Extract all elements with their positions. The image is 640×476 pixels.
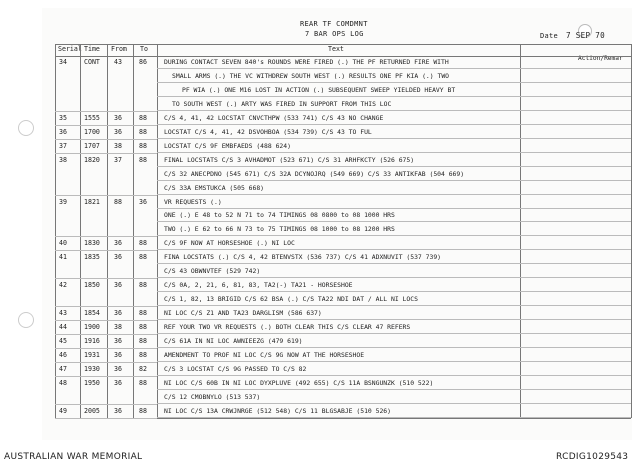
row-separator [55,236,157,237]
from-cell: 36 [114,239,122,248]
to-cell: 88 [139,141,147,150]
serial-cell: 37 [59,141,67,150]
ruled-line [157,221,631,222]
time-cell: 1821 [84,197,100,206]
col-serial: Serial [58,45,82,53]
log-text-line: C/S 3 LOCSTAT C/S 9G PASSED TO C/S 82 [164,364,307,373]
row-separator [55,320,157,321]
from-cell: 36 [114,378,122,387]
log-text-line: AMENDMENT TO PROF NI LOC C/S 9G NOW AT THE HORSESHOE [164,350,365,359]
ruled-line [157,166,631,167]
serial-cell: 47 [59,364,67,373]
to-cell: 88 [139,309,147,318]
serial-cell: 39 [59,197,67,206]
unit-title: REAR TF COMDMNT [300,20,368,28]
row-separator [55,139,157,140]
ruled-line [157,263,631,264]
grid-line [55,44,631,45]
row-separator [55,376,157,377]
time-cell: 1916 [84,337,100,345]
serial-cell: 34 [59,58,67,66]
ruled-line [157,305,631,306]
punch-hole [18,120,34,136]
from-cell: 36 [114,253,122,262]
from-cell: 43 [114,58,122,66]
time-cell: 1700 [84,127,100,136]
serial-cell: 38 [59,155,67,164]
to-cell: 88 [139,337,147,345]
log-text-line: SMALL ARMS (.) THE VC WITHDREW SOUTH WEST (.) RESULTS ONE PF KIA (.) TWO [172,71,450,80]
grid-line [55,56,631,57]
from-cell: 36 [114,113,122,122]
log-text-line: LOCSTAT C/S 4, 41, 42 DSVOHBOA (534 739) C/S 43 TO FUL [164,127,372,136]
row-separator [55,418,157,419]
to-cell: 82 [139,364,147,373]
time-cell: 1850 [84,281,100,290]
row-separator [55,404,157,405]
serial-cell: 36 [59,127,67,136]
from-cell: 36 [114,350,122,359]
to-cell: 88 [139,323,147,332]
document-id: RCDIG1029543 [556,452,629,462]
time-cell: CONT [84,58,100,66]
col-from: From [111,45,127,53]
serial-cell: 49 [59,406,67,415]
serial-cell: 40 [59,239,67,248]
time-cell: 1707 [84,141,100,150]
log-text-line: C/S 33A EMSTUKCA (505 668) [164,183,265,192]
to-cell: 88 [139,350,147,359]
row-separator [55,125,157,126]
ruled-line [157,333,631,334]
ruled-line [157,235,631,236]
log-text-line: DURING CONTACT SEVEN 840's ROUNDS WERE FIRED (.) THE PF RETURNED FIRE WITH [164,58,449,66]
log-text-line: C/S 61A IN NI LOC AWNIEEZG (479 619) [164,337,303,345]
to-cell: 88 [139,281,147,290]
serial-cell: 48 [59,378,67,387]
row-separator [55,195,157,196]
ruled-line [157,208,631,209]
time-cell: 1854 [84,309,100,318]
serial-cell: 41 [59,253,67,262]
ruled-line [157,375,631,376]
row-separator [55,250,157,251]
log-text-line: ONE (.) E 48 to 52 N 71 to 74 TIMINGS 08 0800 to 08 1000 HRS [164,211,395,220]
serial-cell: 45 [59,337,67,345]
ruled-line [157,347,631,348]
log-text-line: NI LOC C/S 60B IN NI LOC DYXPLUVE (492 655) C/S 11A BSNGUNZK (510 522) [164,378,434,387]
ruled-line [157,249,631,250]
time-cell: 1931 [84,350,100,359]
from-cell: 36 [114,337,122,345]
log-text-line: REF YOUR TWO VR REQUESTS (.) BOTH CLEAR THIS C/S CLEAR 47 REFERS [164,323,411,332]
log-text-line: C/S 9F NOW AT HORSESHOE (.) NI LOC [164,239,295,248]
col-text: Text [328,45,344,53]
to-cell: 88 [139,113,147,122]
col-time: Time [84,45,100,53]
from-cell: 38 [114,323,122,332]
ruled-line [157,180,631,181]
from-cell: 36 [114,281,122,290]
time-cell: 1830 [84,239,100,248]
to-cell: 88 [139,127,147,136]
log-text-line: C/S 32 ANECPDNO (545 671) C/S 32A DCYNOJRQ (549 669) C/S 33 ANTIKFAB (504 669) [164,169,465,178]
serial-cell: 35 [59,113,67,122]
log-text-line: VR REQUESTS (.) [164,197,222,206]
time-cell: 1900 [84,323,100,332]
to-cell: 86 [139,58,147,66]
log-text-line: C/S 43 OBWNVTEF (529 742) [164,267,261,276]
ruled-line [157,138,631,139]
log-text-line: C/S 12 CMOBNYLO (513 537) [164,392,261,401]
ruled-line [157,319,631,320]
archive-credit: AUSTRALIAN WAR MEMORIAL [4,452,143,462]
to-cell: 88 [139,253,147,262]
from-cell: 38 [114,141,122,150]
row-separator [55,306,157,307]
ruled-line [157,389,631,390]
row-separator [55,348,157,349]
time-cell: 1930 [84,364,100,373]
ruled-line [157,277,631,278]
serial-cell: 44 [59,323,67,332]
ruled-line [157,194,631,195]
serial-cell: 43 [59,309,67,318]
from-cell: 36 [114,127,122,136]
serial-cell: 46 [59,350,67,359]
to-cell: 88 [139,239,147,248]
serial-cell: 42 [59,281,67,290]
ruled-line [157,110,631,111]
ruled-line [157,96,631,97]
log-text-line: NI LOC C/S Z1 AND TA23 DARGLISM (586 637) [164,309,322,318]
row-separator [55,362,157,363]
log-subtitle: 7 BAR OPS LOG [305,30,364,38]
grid-line [631,44,632,418]
to-cell: 88 [139,378,147,387]
log-text-line: C/S 4, 41, 42 LOCSTAT CNVCTHPW (533 741) C/S 43 NO CHANGE [164,113,384,122]
to-cell: 88 [139,155,147,164]
from-cell: 37 [114,155,122,164]
ruled-line [157,291,631,292]
time-cell: 2005 [84,406,100,415]
to-cell: 88 [139,406,147,415]
time-cell: 1950 [84,378,100,387]
from-cell: 36 [114,364,122,373]
row-separator [55,153,157,154]
date-value: 7 SEP 70 [566,31,605,40]
punch-hole [18,312,34,328]
log-text-line: FINA LOCSTATS (.) C/S 4, 42 BTENVSTX (536 737) C/S 41 ADXNUVIT (537 739) [164,253,442,262]
log-text-line: C/S 0A, 2, 21, 6, 81, 83, TA2(-) TA21 - HORSESHOE [164,281,353,290]
ruled-line [157,403,631,404]
date-label: Date [540,32,559,40]
log-text-line: C/S 1, 82, 13 BRIGID C/S 62 BSA (.) C/S TA22 NDI DAT / ALL NI LOCS [164,295,418,304]
log-text-line: FINAL LOCSTATS C/S 3 AVHADMOT (523 671) C/S 31 ARHFKCTY (526 675) [164,155,415,164]
row-separator [55,334,157,335]
from-cell: 36 [114,406,122,415]
ruled-line [157,82,631,83]
to-cell: 36 [139,197,147,206]
log-text-line: PF WIA (.) ONE M16 LOST IN ACTION (.) SUBSEQUENT SWEEP YIELDED HEAVY BT [182,85,456,94]
ruled-line [157,417,631,418]
col-action: Action/Remar [578,55,623,62]
log-text-line: NI LOC C/S 13A CRWJNRGE (512 548) C/S 11 BLGSABJE (510 526) [164,406,392,415]
log-text-line: TO SOUTH WEST (.) ARTY WAS FIRED IN SUPPORT FROM THIS LOC [172,99,392,108]
ruled-line [157,361,631,362]
row-separator [55,111,157,112]
ruled-line [157,152,631,153]
time-cell: 1820 [84,155,100,164]
row-separator [55,278,157,279]
col-to: To [140,45,148,53]
log-text-line: TWO (.) E 62 to 66 N 73 to 75 TIMINGS 08 1000 to 08 1200 HRS [164,225,395,234]
from-cell: 88 [114,197,122,206]
ruled-line [157,68,631,69]
from-cell: 36 [114,309,122,318]
time-cell: 1555 [84,113,100,122]
log-text-line: LOCSTAT C/S 9F EMBFAEDS (488 624) [164,141,291,150]
ruled-line [157,124,631,125]
time-cell: 1835 [84,253,100,262]
